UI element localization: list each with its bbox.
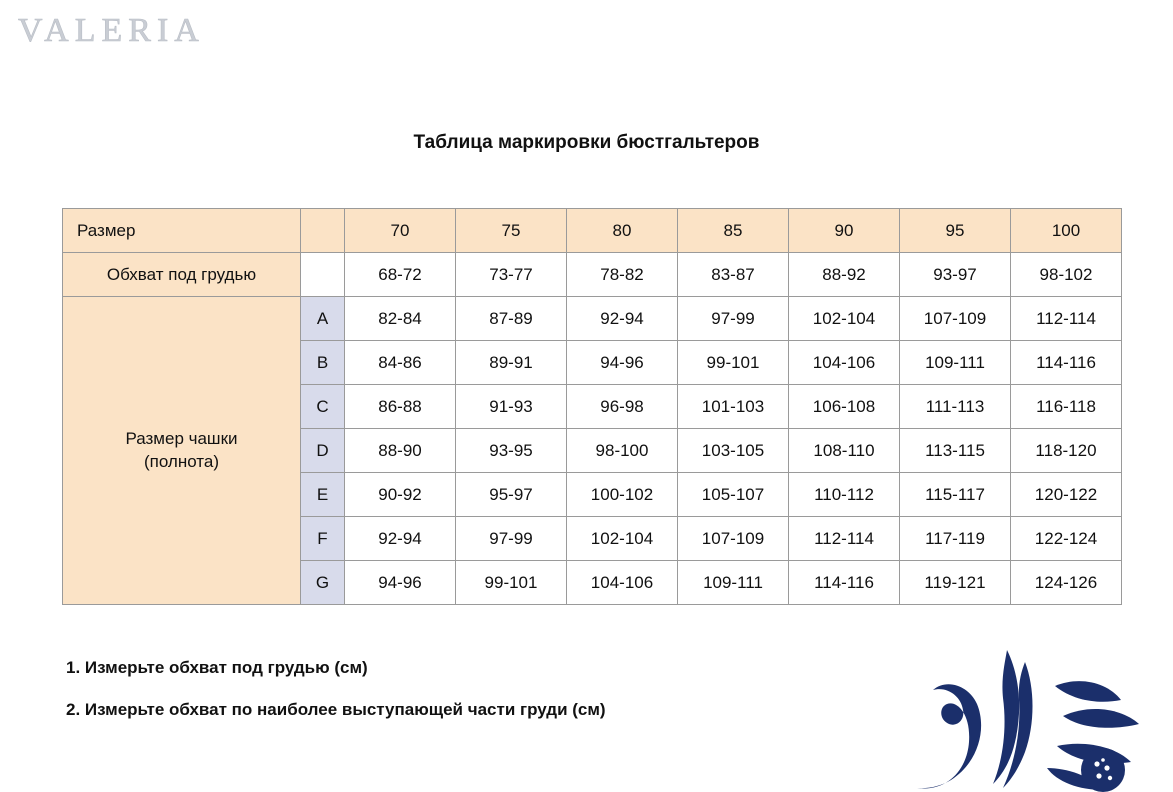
- cup-d-100: 118-120: [1011, 429, 1122, 473]
- cup-d-70: 88-90: [345, 429, 456, 473]
- underbust-95: 93-97: [900, 253, 1011, 297]
- cup-g-75: 99-101: [456, 561, 567, 605]
- header-size-100: 100: [1011, 209, 1122, 253]
- page-title: Таблица маркировки бюстгальтеров: [413, 132, 760, 153]
- cup-f-95: 117-119: [900, 517, 1011, 561]
- cup-b-75: 89-91: [456, 341, 567, 385]
- cup-g-85: 109-111: [678, 561, 789, 605]
- cup-letter-e: E: [301, 473, 345, 517]
- cup-d-75: 93-95: [456, 429, 567, 473]
- cup-a-90: 102-104: [789, 297, 900, 341]
- cup-letter-a: A: [301, 297, 345, 341]
- cup-e-85: 105-107: [678, 473, 789, 517]
- table-row-cup-a: [63, 297, 1122, 341]
- cup-c-75: 91-93: [456, 385, 567, 429]
- cup-f-90: 112-114: [789, 517, 900, 561]
- cup-e-75: 95-97: [456, 473, 567, 517]
- cup-b-100: 114-116: [1011, 341, 1122, 385]
- cup-label-line1: Размер чашки: [125, 428, 238, 448]
- cup-f-75: 97-99: [456, 517, 567, 561]
- cup-f-85: 107-109: [678, 517, 789, 561]
- cup-letter-d: D: [301, 429, 345, 473]
- cup-e-95: 115-117: [900, 473, 1011, 517]
- table-row-sizes: [63, 209, 1122, 253]
- cup-b-90: 104-106: [789, 341, 900, 385]
- cup-e-100: 120-122: [1011, 473, 1122, 517]
- underbust-cup-spacer: [301, 253, 345, 297]
- header-size-75: 75: [456, 209, 567, 253]
- cup-b-85: 99-101: [678, 341, 789, 385]
- cup-d-90: 108-110: [789, 429, 900, 473]
- header-size-90: 90: [789, 209, 900, 253]
- underbust-100: 98-102: [1011, 253, 1122, 297]
- brand-logo: VALERIA: [18, 12, 205, 49]
- table-row-underbust: [63, 253, 1122, 297]
- underbust-75: 73-77: [456, 253, 567, 297]
- cup-g-70: 94-96: [345, 561, 456, 605]
- underbust-90: 88-92: [789, 253, 900, 297]
- cup-a-70: 82-84: [345, 297, 456, 341]
- size-chart-table: [62, 208, 1122, 605]
- size-chart-table-wrapper: [62, 208, 1112, 605]
- cup-f-70: 92-94: [345, 517, 456, 561]
- cup-a-85: 97-99: [678, 297, 789, 341]
- cup-d-85: 103-105: [678, 429, 789, 473]
- cup-e-90: 110-112: [789, 473, 900, 517]
- cup-g-95: 119-121: [900, 561, 1011, 605]
- instruction-step-2: 2. Измерьте обхват по наиболее выступающей части груди (см): [66, 700, 606, 719]
- cup-e-80: 100-102: [567, 473, 678, 517]
- underbust-80: 78-82: [567, 253, 678, 297]
- cup-g-90: 114-116: [789, 561, 900, 605]
- cup-f-80: 102-104: [567, 517, 678, 561]
- cup-a-75: 87-89: [456, 297, 567, 341]
- header-size-80: 80: [567, 209, 678, 253]
- cup-letter-c: C: [301, 385, 345, 429]
- cup-g-100: 124-126: [1011, 561, 1122, 605]
- cup-b-95: 109-111: [900, 341, 1011, 385]
- cup-c-95: 111-113: [900, 385, 1011, 429]
- cup-a-80: 92-94: [567, 297, 678, 341]
- cup-d-80: 98-100: [567, 429, 678, 473]
- cup-a-100: 112-114: [1011, 297, 1122, 341]
- cup-f-100: 122-124: [1011, 517, 1122, 561]
- cup-letter-g: G: [301, 561, 345, 605]
- cup-c-70: 86-88: [345, 385, 456, 429]
- cup-e-70: 90-92: [345, 473, 456, 517]
- header-size-95: 95: [900, 209, 1011, 253]
- header-size-label: Размер: [63, 209, 301, 253]
- cup-c-100: 116-118: [1011, 385, 1122, 429]
- row-label-underbust: Обхват под грудью: [63, 253, 301, 297]
- cup-g-80: 104-106: [567, 561, 678, 605]
- cup-letter-b: B: [301, 341, 345, 385]
- cup-b-70: 84-86: [345, 341, 456, 385]
- underbust-70: 68-72: [345, 253, 456, 297]
- header-size-85: 85: [678, 209, 789, 253]
- cup-c-80: 96-98: [567, 385, 678, 429]
- cup-c-90: 106-108: [789, 385, 900, 429]
- cup-d-95: 113-115: [900, 429, 1011, 473]
- cup-c-85: 101-103: [678, 385, 789, 429]
- cup-a-95: 107-109: [900, 297, 1011, 341]
- underbust-85: 83-87: [678, 253, 789, 297]
- instructions-list: [66, 658, 966, 742]
- cup-letter-f: F: [301, 517, 345, 561]
- cup-b-80: 94-96: [567, 341, 678, 385]
- header-size-70: 70: [345, 209, 456, 253]
- cup-label-line2: (полнота): [143, 451, 220, 471]
- instruction-step-1: 1. Измерьте обхват под грудью (см): [66, 658, 368, 677]
- row-label-cup-size: [63, 297, 301, 605]
- header-cup-spacer: [301, 209, 345, 253]
